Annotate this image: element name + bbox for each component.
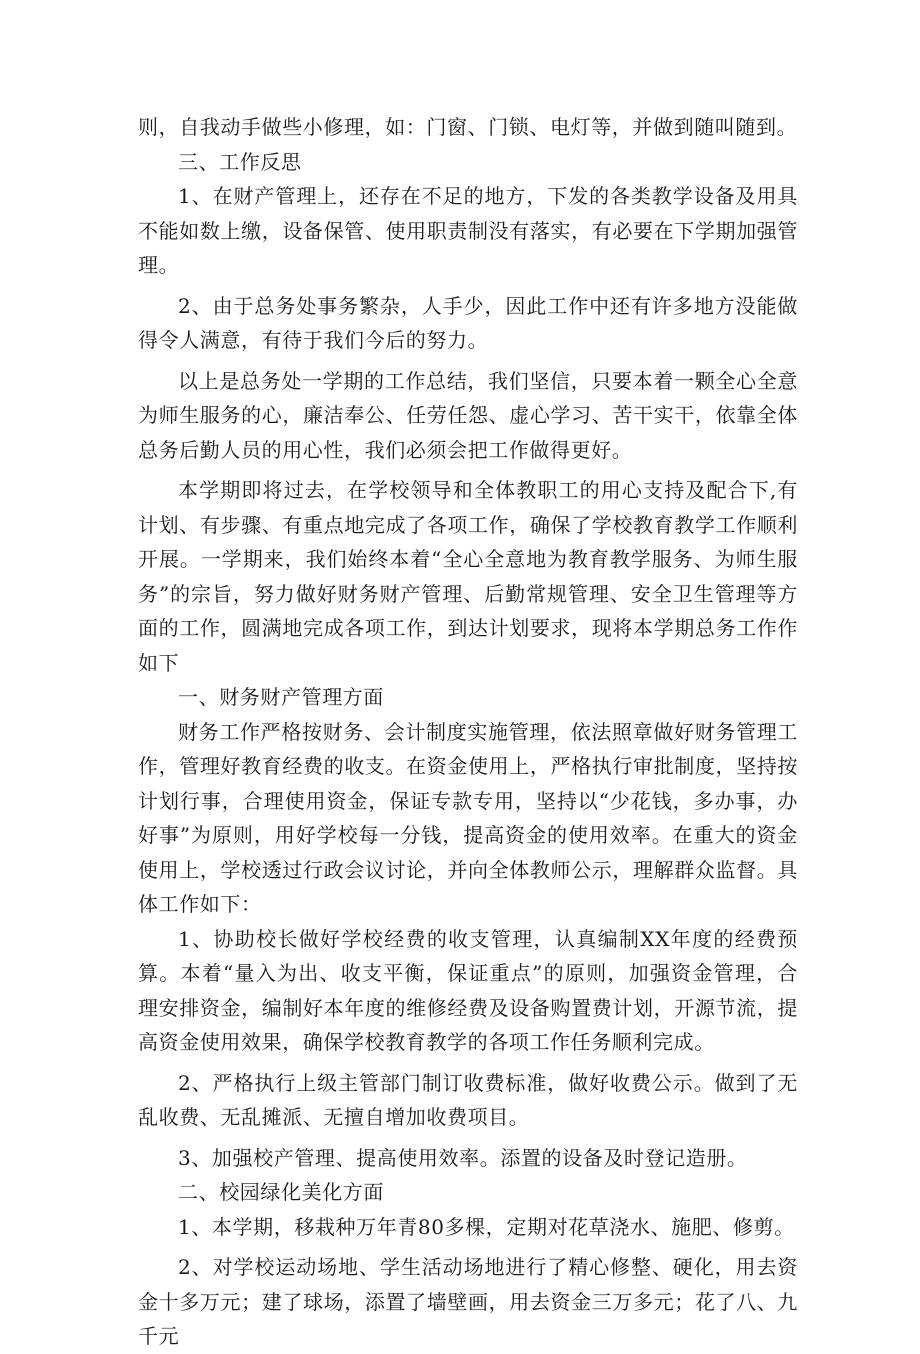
paragraph-reflection-1: 1、在财产管理上，还存在不足的地方，下发的各类教学设备及用具不能如数上缴，设备保管、使用职责制没有落实，有必要在下学期加强管理。 bbox=[138, 184, 798, 277]
section-heading-greening: 二、校园绿化美化方面 bbox=[178, 1180, 384, 1204]
paragraph-greening-2: 2、对学校运动场地、学生活动场地进行了精心修整、硬化，用去资金十多万元；建了球场，添置了墙壁画，用去资金三万多元；花了八、九千元 bbox=[138, 1255, 798, 1348]
paragraph-finance-3: 3、加强校产管理、提高使用效率。添置的设备及时登记造册。 bbox=[178, 1145, 748, 1170]
paragraph-greening-1: 1、本学期，移栽种万年青80多棵，定期对花草浇水、施肥、修剪。 bbox=[178, 1214, 795, 1239]
paragraph-finance-1: 1、协助校长做好学校经费的收支管理，认真编制XX年度的经费预算。本着“量入为出、收支平衡，保证重点”的原则，加强资金管理，合理安排资金，编制好本年度的维修经费及设备购置费计划，开源节流，提高资金使用效果，确保学校教育教学的各项工作任务顺利完成。 bbox=[138, 926, 798, 1054]
paragraph-finance-overview: 财务工作严格按财务、会计制度实施管理，依法照章做好财务管理工作，管理好教育经费的收支。在资金使用上，严格执行审批制度，坚持按计划行事，合理使用资金，保证专款专用，坚持以“少花钱，多办事，办好事”为原则，用好学校每一分钱，提高资金的使用效率。在重大的资金使用上，学校透过行政会议讨论，并向全体教师公示，理解群众监督。具体工作如下： bbox=[138, 719, 798, 916]
paragraph-summary-conclusion: 以上是总务处一学期的工作总结，我们坚信，只要本着一颗全心全意为师生服务的心，廉洁奉公、任劳任怨、虚心学习、苦干实干，依靠全体总务后勤人员的用心性，我们必须会把工作做得更好。 bbox=[138, 368, 798, 462]
paragraph-semester-intro: 本学期即将过去，在学校领导和全体教职工的用心支持及配合下,有计划、有步骤、有重点地完成了各项工作，确保了学校教育教学工作顺利开展。一学期来，我们始终本着“全心全意地为教育教学服务、为师生服务”的宗旨，努力做好财务财产管理、后勤常规管理、安全卫生管理等方面的工作，圆满地完成各项工作，到达计划要求，现将本学期总务工作作如下 bbox=[138, 478, 798, 675]
section-heading-reflection: 三、工作反思 bbox=[178, 149, 302, 174]
paragraph-reflection-2: 2、由于总务处事务繁杂，人手少，因此工作中还有许多地方没能做得令人满意，有待于我们今后的努力。 bbox=[138, 293, 798, 352]
paragraph-continuation: 则，自我动手做些小修理，如：门窗、门锁、电灯等，并做到随叫随到。 bbox=[138, 115, 798, 139]
paragraph-finance-2: 2、严格执行上级主管部门制订收费标准，做好收费公示。做到了无乱收费、无乱摊派、无擅自增加收费项目。 bbox=[138, 1070, 798, 1129]
section-heading-finance: 一、财务财产管理方面 bbox=[178, 685, 384, 709]
document-body bbox=[138, 110, 798, 1354]
